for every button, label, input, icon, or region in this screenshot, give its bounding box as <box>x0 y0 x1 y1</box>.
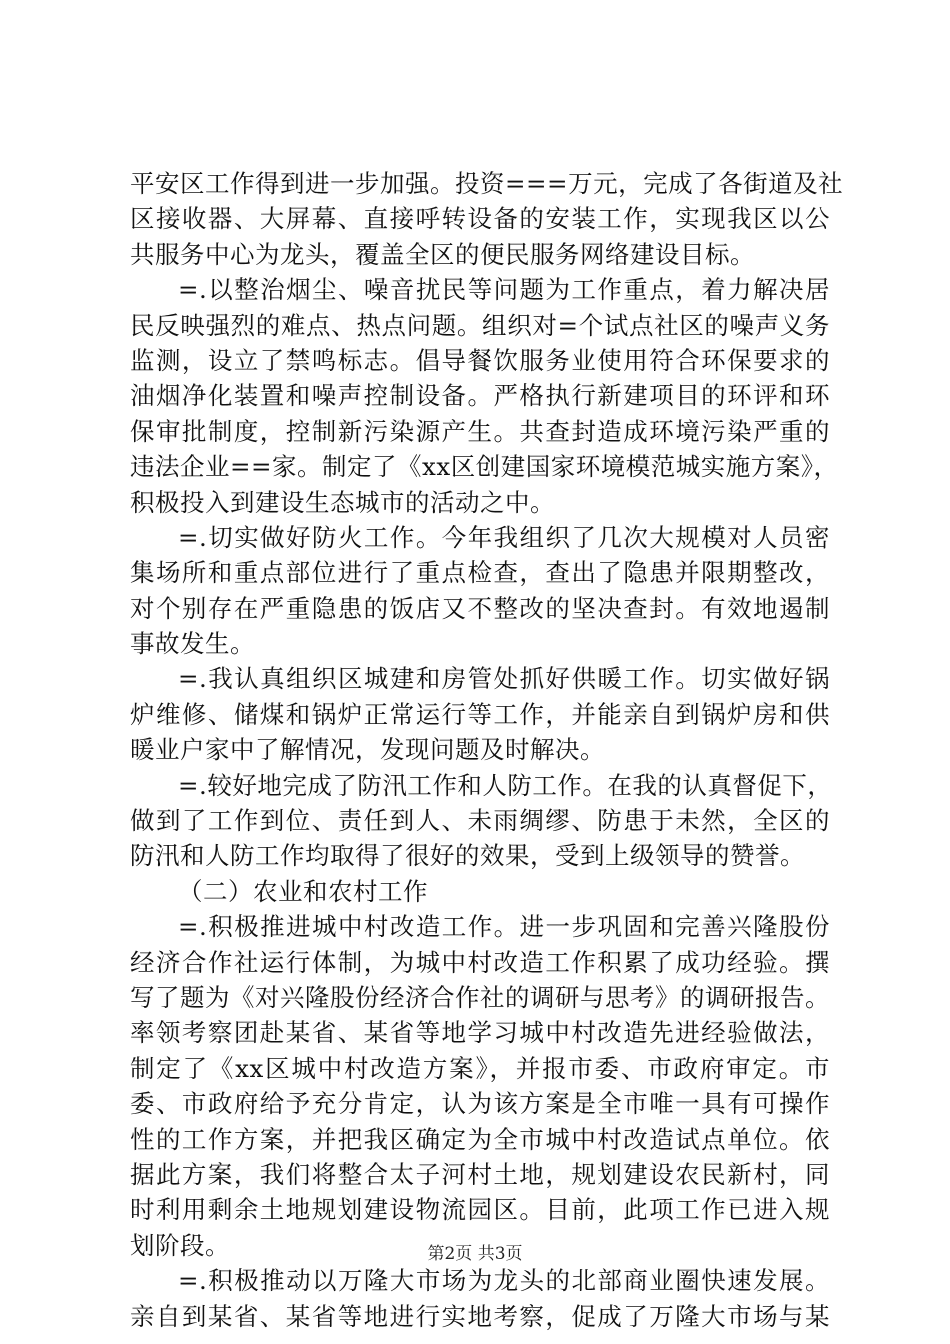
text-line: 亲自到某省、某省等地进行实地考察，促成了万隆大市场与某 <box>130 1301 830 1331</box>
text-line: 划阶段。 <box>130 1230 230 1260</box>
text-line: 性的工作方案，并把我区确定为全市城中村改造试点单位。依 <box>130 1124 830 1154</box>
text-line: 暖业户家中了解情况，发现问题及时解决。 <box>130 735 605 765</box>
text-line: 写了题为《对兴隆股份经济合作社的调研与思考》的调研报告。 <box>130 982 830 1012</box>
document-body <box>130 166 844 1334</box>
text-line: 集场所和重点部位进行了重点检查，查出了隐患并限期整改， <box>130 558 830 588</box>
text-line: 区接收器、大屏幕、直接呼转设备的安装工作，实现我区以公 <box>130 204 830 234</box>
text-line: 事故发生。 <box>130 629 255 659</box>
text-line: 积极投入到建设生态城市的活动之中。 <box>130 487 555 517</box>
text-line: 委、市政府给予充分肯定，认为该方案是全市唯一具有可操作 <box>130 1089 830 1119</box>
page-number-footer: 第2页 共3页 <box>427 1244 523 1264</box>
text-line: 率领考察团赴某省、某省等地学习城中村改造先进经验做法， <box>130 1018 830 1048</box>
text-line: 油烟净化装置和噪声控制设备。严格执行新建项目的环评和环 <box>130 381 830 411</box>
paragraph-first-line: =.积极推动以万隆大市场为龙头的北部商业圈快速发展。 <box>178 1266 830 1296</box>
text-line: 炉维修、储煤和锅炉正常运行等工作，并能亲自到锅炉房和供 <box>130 699 830 729</box>
paragraph-first-line: =.以整治烟尘、噪音扰民等问题为工作重点，着力解决居 <box>178 275 830 305</box>
paragraph-first-line: =.我认真组织区城建和房管处抓好供暖工作。切实做好锅 <box>178 664 830 694</box>
text-line: 做到了工作到位、责任到人、未雨绸缪、防患于未然，全区的 <box>130 806 830 836</box>
text-line: 据此方案，我们将整合太子河村土地，规划建设农民新村，同 <box>130 1159 830 1189</box>
text-line: 防汛和人防工作均取得了很好的效果，受到上级领导的赞誉。 <box>130 841 805 871</box>
text-line: 对个别存在严重隐患的饭店又不整改的坚决查封。有效地遏制 <box>130 593 830 623</box>
paragraph-first-line: =.积极推进城中村改造工作。进一步巩固和完善兴隆股份 <box>178 912 830 942</box>
text-line: 民反映强烈的难点、热点问题。组织对=个试点社区的噪声义务 <box>130 310 830 340</box>
paragraph-first-line: =.较好地完成了防汛工作和人防工作。在我的认真督促下， <box>178 770 833 800</box>
text-line: 保审批制度，控制新污染源产生。共查封造成环境污染严重的 <box>130 416 830 446</box>
text-line: 共服务中心为龙头，覆盖全区的便民服务网络建设目标。 <box>130 239 755 269</box>
section-heading: （二）农业和农村工作 <box>178 876 428 906</box>
text-line: 监测，设立了禁鸣标志。倡导餐饮服务业使用符合环保要求的 <box>130 345 830 375</box>
text-line: 经济合作社运行体制，为城中村改造工作积累了成功经验。撰 <box>130 947 830 977</box>
text-line: 违法企业==家。制定了《xx区创建国家环境模范城实施方案》， <box>130 452 839 482</box>
paragraph-first-line: =.切实做好防火工作。今年我组织了几次大规模对人员密 <box>178 522 830 552</box>
text-line: 时利用剩余土地规划建设物流园区。目前，此项工作已进入规 <box>130 1195 830 1225</box>
text-line: 平安区工作得到进一步加强。投资===万元，完成了各街道及社 <box>130 169 844 198</box>
text-line: 制定了《xx区城中村改造方案》，并报市委、市政府审定。市 <box>130 1053 830 1083</box>
